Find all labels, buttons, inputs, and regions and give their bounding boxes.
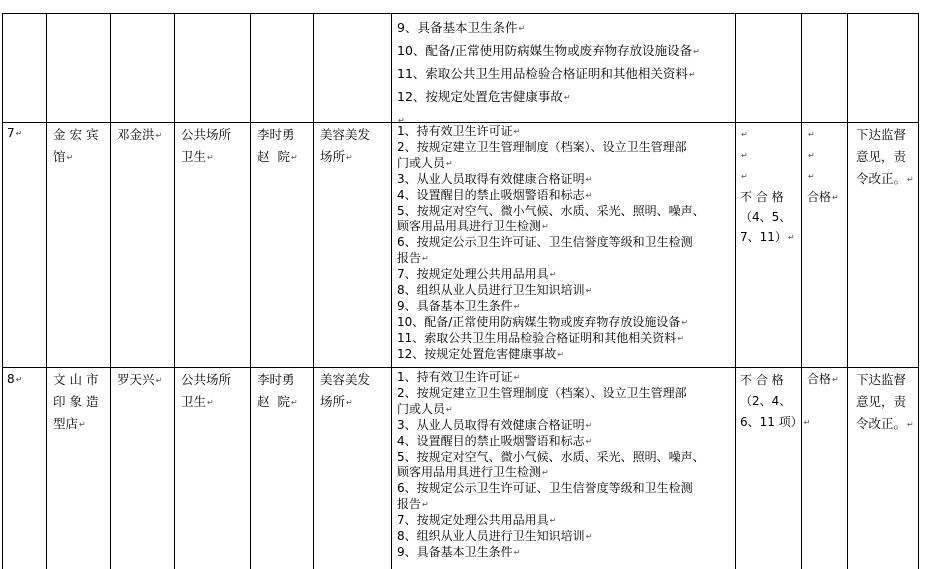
requirement-item: 4、设置醒目的禁止吸烟警语和标志↵ <box>397 433 593 448</box>
requirement-item: 2、按规定建立卫生管理制度（档案）、设立卫生管理部 <box>397 139 687 154</box>
requirement-item: 11、索取公共卫生用品检验合格证明和其他相关资料↵ <box>397 330 684 345</box>
enforcement-action: 下达监督 意见，责 令改正。↵ <box>856 372 914 431</box>
requirement-item: 8、组织从业人员进行卫生知识培训↵ <box>397 529 593 544</box>
requirement-item: 4、设置醒目的禁止吸烟警语和标志↵ <box>397 187 593 202</box>
requirement-item: 5、按规定对空气、微小气候、水质、采光、照明、噪声、 <box>397 203 705 218</box>
column-divider <box>847 13 848 569</box>
requirement-item: 11、索取公共卫生用品检验合格证明和其他相关资料↵ <box>397 66 696 81</box>
requirements-cell-continued <box>397 17 700 132</box>
requirements-cell <box>397 124 705 363</box>
requirement-item: 7、按规定处理公共用品用具↵ <box>397 513 557 528</box>
requirement-item: 6、按规定公示卫生许可证、卫生信誉度等级和卫生检测 <box>397 481 693 496</box>
requirement-item: 报告↵ <box>397 251 429 266</box>
column-divider <box>110 13 111 569</box>
recheck-result: ↵ ↵ ↵ 合格↵ <box>807 130 839 204</box>
requirement-item: 门或人员↵ <box>397 155 453 170</box>
requirement-item: 1、持有效卫生许可证↵ <box>397 370 521 384</box>
inspection-result: 不 合 格 （2、4、 6、11 项）↵ <box>740 373 811 429</box>
empty-paragraph: ↵ <box>398 116 405 125</box>
inspection-category: 公共场所 卫生↵ <box>181 127 232 164</box>
requirements-cell <box>397 370 705 561</box>
legal-person: 邓金洪↵ <box>117 127 163 142</box>
column-divider <box>174 13 175 569</box>
row-number: 7↵ <box>7 126 23 140</box>
table-border-right <box>918 13 919 569</box>
column-divider <box>735 13 736 569</box>
requirement-item: 顾客用品用具进行卫生检测↵ <box>397 465 549 480</box>
requirement-item: 10、配备/正常使用防病媒生物或废弃物存放设施设备↵ <box>397 314 689 329</box>
legal-person: 罗天兴↵ <box>117 372 163 387</box>
row-divider <box>2 367 919 368</box>
requirement-item: 9、具备基本卫生条件↵ <box>397 544 521 559</box>
business-name: 金 宏 宾 馆↵ <box>53 127 99 164</box>
requirement-item: 3、从业人员取得有效健康合格证明↵ <box>397 171 593 186</box>
table-border-left <box>2 13 3 569</box>
row-number: 8↵ <box>7 372 23 386</box>
requirement-item: 9、具备基本卫生条件↵ <box>397 298 521 313</box>
inspection-category: 公共场所 卫生↵ <box>181 372 232 409</box>
requirement-item: 9、具备基本卫生条件↵ <box>397 20 526 35</box>
requirement-item: 门或人员↵ <box>397 401 453 416</box>
requirement-item: 报告↵ <box>397 497 429 512</box>
requirement-item: 7、按规定处理公共用品用具↵ <box>397 267 557 282</box>
column-divider <box>801 13 802 569</box>
requirement-item: 5、按规定对空气、微小气候、水质、采光、照明、噪声、 <box>397 449 705 464</box>
requirement-item: 6、按规定公示卫生许可证、卫生信誉度等级和卫生检测 <box>397 235 693 250</box>
inspectors: 李时勇 赵 院↵ <box>257 372 298 409</box>
column-divider <box>250 13 251 569</box>
industry-type: 美容美发 场所↵ <box>320 372 371 409</box>
requirement-item: 1、持有效卫生许可证↵ <box>397 124 521 138</box>
requirement-item: 8、组织从业人员进行卫生知识培训↵ <box>397 283 593 298</box>
column-divider <box>46 13 47 569</box>
industry-type: 美容美发 场所↵ <box>320 127 371 164</box>
recheck-result: 合格↵ <box>807 372 839 386</box>
business-name: 文 山 市 印 象 造 型店↵ <box>53 372 99 431</box>
inspection-result: ↵ ↵ ↵ 不 合 格 （4、5、 7、11）↵ <box>740 130 795 244</box>
requirement-item: 12、按规定处置危害健康事故↵ <box>397 89 571 104</box>
inspectors: 李时勇 赵 院↵ <box>257 127 298 164</box>
column-divider <box>313 13 314 569</box>
enforcement-action: 下达监督 意见，责 令改正。↵ <box>856 127 914 186</box>
requirement-item: 12、按规定处置危害健康事故↵ <box>397 346 564 361</box>
column-divider <box>391 13 392 569</box>
requirement-item: 顾客用品用具进行卫生检测↵ <box>397 219 549 234</box>
requirement-item: 2、按规定建立卫生管理制度（档案）、设立卫生管理部 <box>397 385 687 400</box>
requirement-item: 10、配备/正常使用防病媒生物或废弃物存放设施设备↵ <box>397 43 700 58</box>
requirement-item: 3、从业人员取得有效健康合格证明↵ <box>397 417 593 432</box>
table-border-top <box>2 13 919 14</box>
